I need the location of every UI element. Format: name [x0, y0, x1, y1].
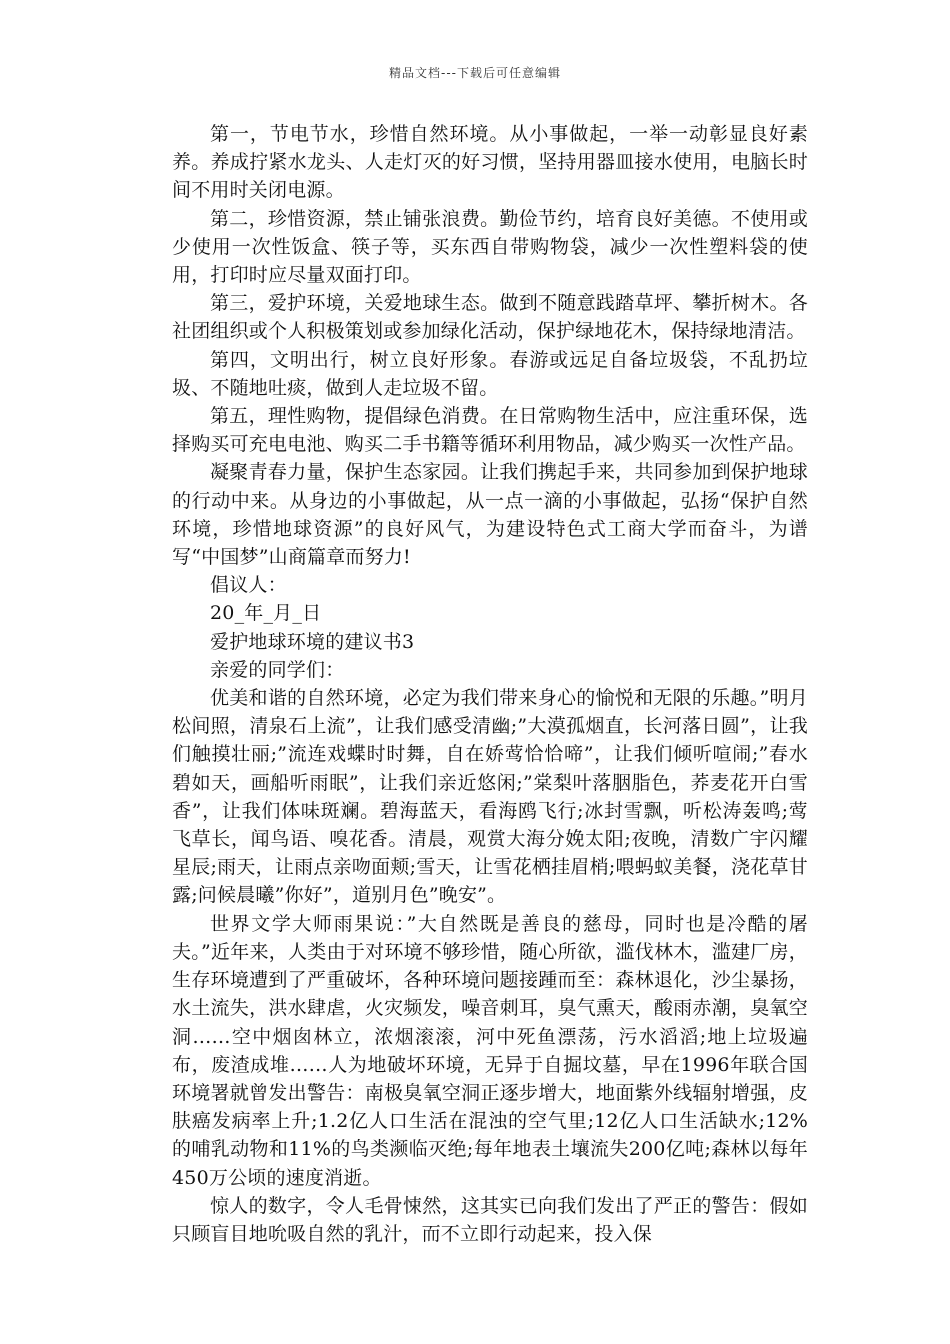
paragraph-nature-beauty: 优美和谐的自然环境，必定为我们带来身心的愉悦和无限的乐趣。”明月松间照，清泉石上流”，让我们感受清幽;”大漠孤烟直，长河落日圆”，让我们触摸壮丽;”流连戏蝶时时舞，自在娇莺恰恰啼”，让我们倾听喧闹;”春水碧如天，画船听雨眠”，让我们亲近悠闲;”棠梨叶落胭脂色，荞麦花开白雪香”，让我们体味斑斓。碧海蓝天，看海鸥飞行;冰封雪飘，听松涛轰鸣;莺飞草长，闻鸟语、嗅花香。清晨，观赏大海分娩太阳;夜晚，清数广宇闪耀星辰;雨天，让雨点亲吻面颊;雪天，让雪花栖挂眉梢;喂蚂蚁美餐，浇花草甘露;问候晨曦”你好”，道别月色”晚安”。 [172, 687, 808, 907]
salutation: 亲爱的同学们： [210, 658, 345, 681]
paragraph-closing-call: 凝聚青春力量，保护生态家园。让我们携起手来，共同参加到保护地球的行动中来。从身边的小事做起，从一点一滴的小事做起，弘扬“保护自然环境，珍惜地球资源”的良好风气，为建设特色式工商大学而奋斗，为谱写“中国梦”山商篇章而努力! [172, 461, 808, 569]
paragraph-point-1: 第一，节电节水，珍惜自然环境。从小事做起，一举一动彰显良好素养。养成拧紧水龙头、人走灯灭的好习惯，坚持用器皿接水使用，电脑长时间不用时关闭电源。 [172, 123, 808, 202]
document-body [172, 120, 808, 1248]
paragraph-point-5: 第五，理性购物，提倡绿色消费。在日常购物生活中，应注重环保，选择购买可充电电池、购买二手书籍等循环利用物品，减少购买一次性产品。 [172, 405, 808, 456]
paragraph-point-2: 第二，珍惜资源，禁止铺张浪费。勤俭节约，培育良好美德。不使用或少使用一次性饭盒、筷子等，买东西自带购物袋，减少一次性塑料袋的使用，打印时应尽量双面打印。 [172, 207, 808, 287]
section-title: 爱护地球环境的建议书3 [210, 630, 415, 653]
paragraph-warning: 惊人的数字，令人毛骨悚然，这其实已向我们发出了严正的警告：假如只顾盲目地吮吸自然的乳汁，而不立即行动起来，投入保 [172, 1194, 808, 1245]
paragraph-point-4: 第四，文明出行，树立良好形象。春游或远足自备垃圾袋，不乱扔垃圾、不随地吐痰，做到人走垃圾不留。 [172, 348, 808, 399]
signature-label: 倡议人： [210, 574, 287, 597]
page-header: 精品文档---下载后可任意编辑 [389, 66, 561, 80]
paragraph-hugo-quote: 世界文学大师雨果说：”大自然既是善良的慈母，同时也是冷酷的屠夫。”近年来，人类由于对环境不够珍惜，随心所欲，滥伐林木，滥建厂房，生存环境遭到了严重破坏，各种环境问题接踵而至：森林退化，沙尘暴扬，水土流失，洪水肆虐，火灾频发，噪音刺耳，臭气熏天，酸雨赤潮，臭氧空洞……空中烟囱林立，浓烟滚滚，河中死鱼漂荡，污水滔滔;地上垃圾遍布，废渣成堆……人为地破坏环境，无异于自掘坟墓，早在1996年联合国环境署就曾发出警告：南极臭氧空洞正逐步增大，地面紫外线辐射增强，皮肤癌发病率上升;1.2亿人口生活在混浊的空气里;12亿人口生活缺水;12%的哺乳动物和11%的鸟类濒临灭绝;每年地表土壤流失200亿吨;森林以每年450万公顷的速度消逝。 [172, 912, 808, 1189]
date-line: 20_年_月_日 [210, 602, 322, 625]
paragraph-point-3: 第三，爱护环境，关爱地球生态。做到不随意践踏草坪、攀折树木。各社团组织或个人积极策划或参加绿化活动，保护绿地花木，保持绿地清洁。 [172, 292, 808, 343]
